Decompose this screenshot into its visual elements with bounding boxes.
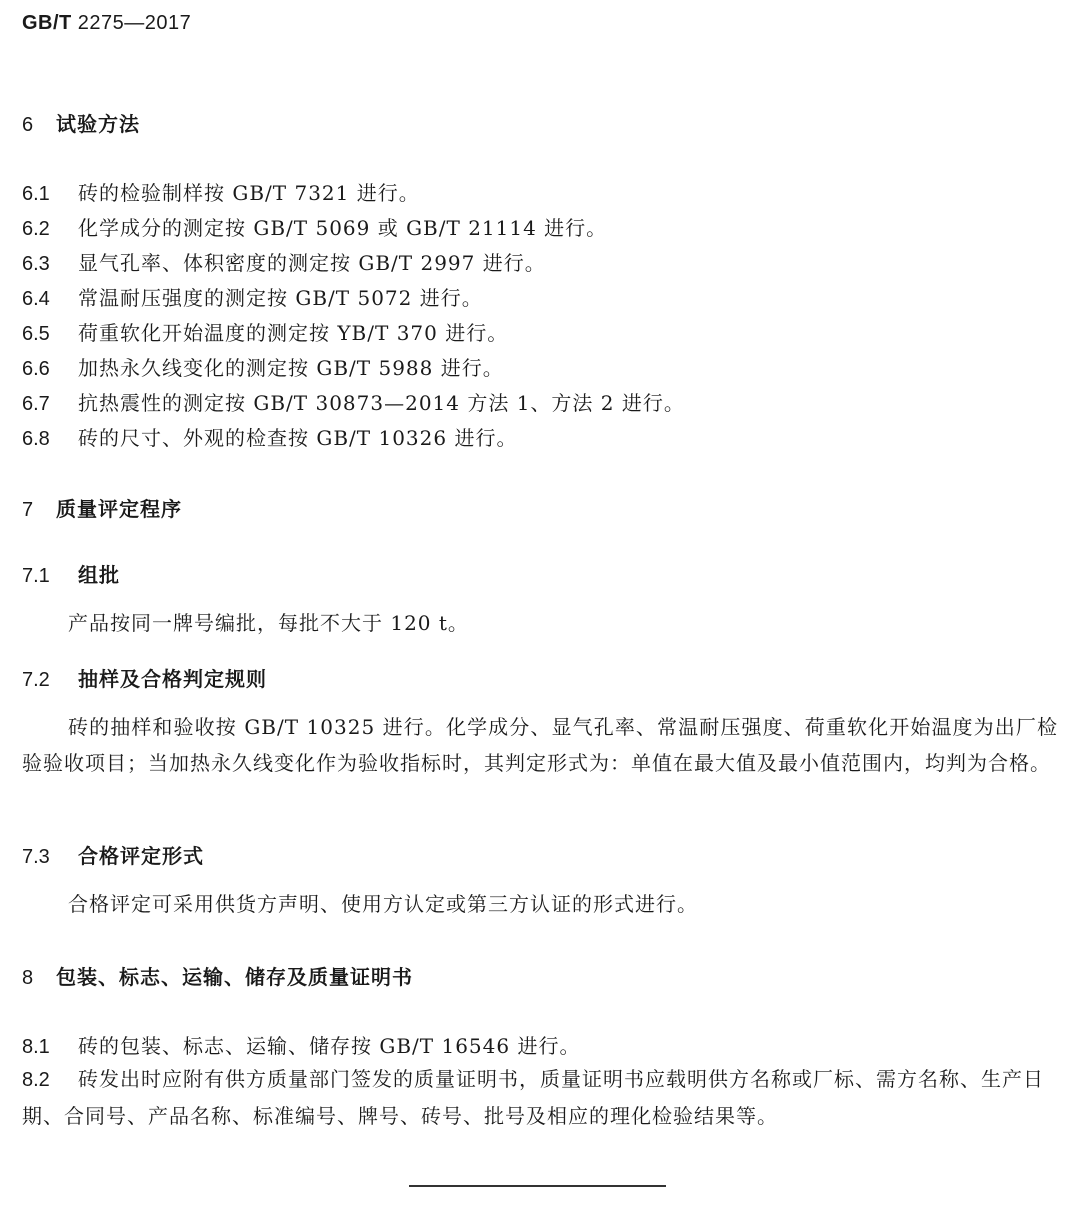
- clause-number: 6.1: [22, 183, 50, 205]
- clause-7-1-heading: [22, 559, 120, 588]
- section-6-heading: [22, 108, 140, 137]
- clause-6-8: [22, 422, 517, 451]
- clause-text: 砖的包装、标志、运输、储存按 GB/T 16546 进行。: [78, 1034, 581, 1058]
- section-number: 6: [22, 114, 34, 136]
- clause-7-2-body: 砖的抽样和验收按 GB/T 10325 进行。化学成分、显气孔率、常温耐压强度、荷重软化开始温度为出厂检验验收项目；当加热永久线变化作为验收指标时，其判定形式为：单值在最大值及最小值范围内，均判为合格。: [22, 715, 1058, 775]
- section-number: 8: [22, 967, 34, 989]
- clause-number: 6.3: [22, 253, 50, 275]
- clause-number: 6.8: [22, 428, 50, 450]
- clause-text: 砖的尺寸、外观的检查按 GB/T 10326 进行。: [78, 426, 518, 450]
- end-rule: [409, 1185, 666, 1187]
- clause-6-7: [22, 387, 685, 416]
- clause-text: 砖发出时应附有供方质量部门签发的质量证明书，质量证明书应载明供方名称或厂标、需方名称、生产日期、合同号、产品名称、标准编号、牌号、砖号、批号及相应的理化检验结果等。: [22, 1067, 1044, 1128]
- clause-number: 7.2: [22, 669, 50, 691]
- clause-6-2: [22, 212, 607, 241]
- clause-number: 6.7: [22, 393, 50, 415]
- section-title: 质量评定程序: [56, 497, 182, 521]
- clause-number: 8.1: [22, 1036, 50, 1058]
- clause-6-6: [22, 352, 504, 381]
- clause-6-5: [22, 317, 508, 346]
- clause-number: 7.1: [22, 565, 50, 587]
- section-title: 包装、标志、运输、储存及质量证明书: [56, 965, 413, 989]
- section-8-heading: [22, 961, 413, 990]
- section-7-heading: [22, 493, 182, 522]
- clause-7-2-heading: [22, 663, 267, 692]
- clause-text: 加热永久线变化的测定按 GB/T 5988 进行。: [78, 356, 504, 380]
- clause-7-1-body: 产品按同一牌号编批，每批不大于 120 t。: [68, 611, 469, 635]
- clause-number: 6.2: [22, 218, 50, 240]
- clause-text: 常温耐压强度的测定按 GB/T 5072 进行。: [78, 286, 483, 310]
- clause-number: 8.2: [22, 1069, 50, 1091]
- clause-8-2: [22, 1061, 1058, 1134]
- page-header: [22, 12, 191, 35]
- clause-title: 组批: [78, 563, 120, 587]
- clause-number: 6.5: [22, 323, 50, 345]
- clause-text: 显气孔率、体积密度的测定按 GB/T 2997 进行。: [78, 251, 546, 275]
- clause-8-1: [22, 1030, 580, 1059]
- clause-6-3: [22, 247, 546, 276]
- clause-title: 合格评定形式: [78, 844, 204, 868]
- standard-code: GB/T: [22, 12, 72, 34]
- section-number: 7: [22, 499, 34, 521]
- clause-text: 化学成分的测定按 GB/T 5069 或 GB/T 21114 进行。: [78, 216, 608, 240]
- clause-7-3-body: 合格评定可采用供货方声明、使用方认定或第三方认证的形式进行。: [68, 892, 698, 916]
- clause-title: 抽样及合格判定规则: [78, 667, 267, 691]
- clause-number: 7.3: [22, 846, 50, 868]
- clause-text: 荷重软化开始温度的测定按 YB/T 370 进行。: [78, 321, 509, 345]
- section-title: 试验方法: [56, 112, 140, 136]
- clause-text: 砖的检验制样按 GB/T 7321 进行。: [78, 181, 420, 205]
- clause-6-1: [22, 177, 420, 206]
- clause-number: 6.6: [22, 358, 50, 380]
- clause-text: 抗热震性的测定按 GB/T 30873—2014 方法 1、方法 2 进行。: [78, 391, 685, 415]
- clause-6-4: [22, 282, 483, 311]
- clause-7-3-heading: [22, 840, 204, 869]
- standard-number: 2275—2017: [77, 12, 192, 34]
- clause-number: 6.4: [22, 288, 50, 310]
